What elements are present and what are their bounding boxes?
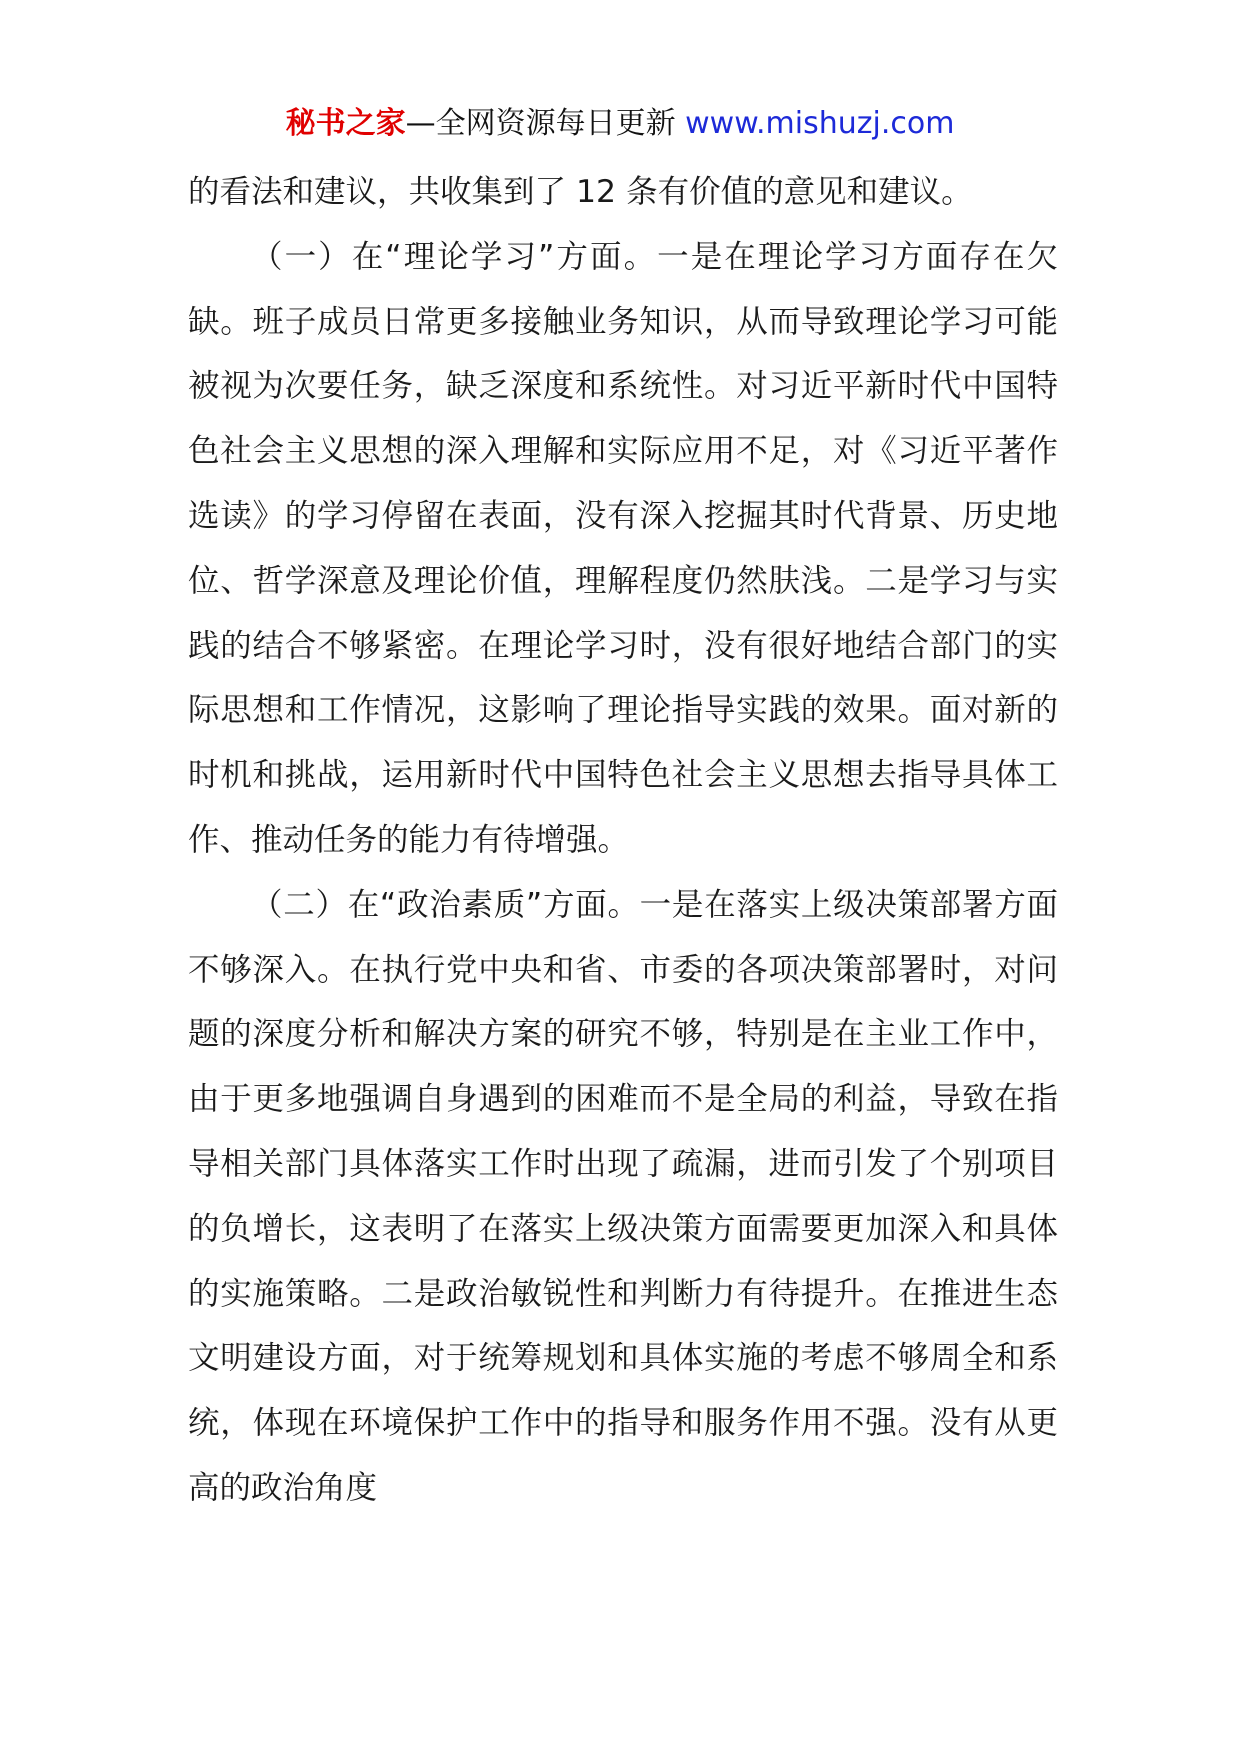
document-body bbox=[188, 160, 1058, 1521]
site-tagline: —全网资源每日更新 bbox=[405, 106, 686, 141]
site-url[interactable]: www.mishuzj.com bbox=[685, 106, 955, 141]
paragraph-continuation: 的看法和建议，共收集到了 12 条有价值的意见和建议。 bbox=[188, 174, 973, 210]
page-header bbox=[0, 104, 1240, 144]
paragraph-political-quality: （二）在“政治素质”方面。一是在落实上级决策部署方面不够深入。在执行党中央和省、市委的各项决策部署时，对问题的深度分析和解决方案的研究不够，特别是在主业工作中，由于更多地强调自身遇到的困难而不是全局的利益，导致在指导相关部门具体落实工作时出现了疏漏，进而引发了个别项目的负增长，这表明了在落实上级决策方面需要更加深入和具体的实施策略。二是政治敏锐性和判断力有待提升。在推进生态文明建设方面，对于统筹规划和具体实施的考虑不够周全和系统，体现在环境保护工作中的指导和服务作用不强。没有从更高的政治角度 bbox=[188, 886, 1058, 1506]
paragraph-theory-study: （一）在“理论学习”方面。一是在理论学习方面存在欠缺。班子成员日常更多接触业务知识，从而导致理论学习可能被视为次要任务，缺乏深度和系统性。对习近平新时代中国特色社会主义思想的深入理解和实际应用不足，对《习近平著作选读》的学习停留在表面，没有深入挖掘其时代背景、历史地位、哲学深意及理论价值，理解程度仍然肤浅。二是学习与实践的结合不够紧密。在理论学习时，没有很好地结合部门的实际思想和工作情况，这影响了理论指导实践的效果。面对新的时机和挑战，运用新时代中国特色社会主义思想去指导具体工作、推动任务的能力有待增强。 bbox=[188, 238, 1058, 858]
site-name: 秘书之家 bbox=[285, 106, 406, 141]
